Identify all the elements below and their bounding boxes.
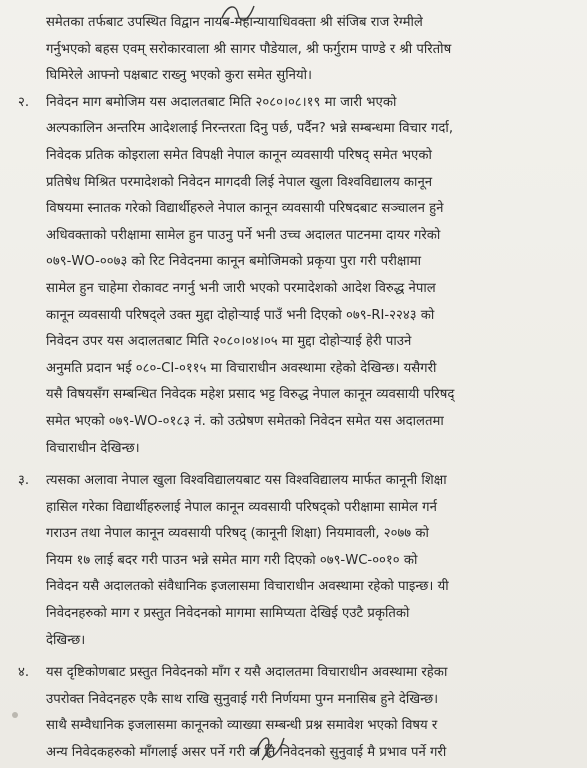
paragraph-line: निवेदन यसै अदालतको संवैधानिक इजलासमा विचाराधीन अवस्थामा रहेको पाइन्छ। यी xyxy=(46,579,449,595)
paragraph-line: यसै विषयसँग सम्बन्धित निवेदक महेश प्रसाद भट्ट विरुद्ध नेपाल कानून व्यवसायी परिषद् xyxy=(46,387,455,403)
paragraph-line: उपरोक्त निवेदनहरु एकै साथ राखि सुनुवाई गरी निर्णयमा पुग्न मनासिब हुने देखिन्छ। xyxy=(46,691,439,707)
paragraph-line: त्यसका अलावा नेपाल खुला विश्वविद्यालयबाट यस विश्वविद्यालय मार्फत कानूनी शिक्षा xyxy=(46,473,447,489)
paragraph-line: निवेदनहरुको माग र प्रस्तुत निवेदनको मागमा सामिप्यता देखिई एउटै प्रकृतिको xyxy=(46,606,410,622)
paragraph-line: गराउन तथा नेपाल कानून व्यवसायी परिषद् (कानूनी शिक्षा) नियमावली, २०७७ को xyxy=(46,526,429,542)
paragraph-line: समेत भएको ०७९-WO-०१८३ नं. को उत्प्रेषण समेतको निवेदन समेत यस अदालतमा xyxy=(46,413,444,429)
punch-hole-mark xyxy=(12,712,18,718)
paragraph-number: ४. xyxy=(18,665,30,681)
signature-mark-bottom xyxy=(250,724,290,764)
paragraph-line: विचाराधीन देखिन्छ। xyxy=(46,440,140,456)
paragraph-line: निवेदन माग बमोजिम यस अदालतबाट मिति २०८०।०८।१९ मा जारी भएको xyxy=(46,94,397,110)
intro-block xyxy=(12,10,573,90)
paragraph-line: प्रतिषेध मिश्रित परमादेशको निवेदन मागदवी लिई नेपाल खुला विश्वविद्यालय कानून xyxy=(46,174,433,190)
paragraph-line: अनुमति प्रदान भई ०८०-CI-०११५ मा विचाराधीन अवस्थामा रहेको देखिन्छ। यसैगरी xyxy=(46,360,437,376)
paragraph-line: अन्य निवेदकहरुको माँगलाई असर पर्ने गरी वा ति निवेदनको सुनुवाई मै प्रभाव पर्ने गरी xyxy=(46,745,447,761)
intro-line: घिमिरेले आफ्नो पक्षबाट राख्नु भएको कुरा समेत सुनियो। xyxy=(46,68,313,84)
paragraph-line: अधिवक्ताको परीक्षामा सामेल हुन पाउनु पर्ने भनी उच्च अदालत पाटनमा दायर गरेको xyxy=(46,227,441,243)
intro-line: समेतका तर्फबाट उपस्थित विद्वान नायब-महान्यायाधिवक्ता श्री संजिब राज रेग्मीले xyxy=(46,15,423,30)
paragraph-line: कानून व्यवसायी परिषद्ले उक्त मुद्दा दोहोऱ्याई पाउँ भनी दिएको ०७९-RI-२२४३ को xyxy=(46,307,435,323)
signature-mark-top xyxy=(218,0,258,24)
paragraph-3 xyxy=(12,468,573,654)
paragraph-line: अल्पकालिन अन्तरिम आदेशलाई निरन्तरता दिनु पर्छ, पर्दैन? भन्ने सम्बन्धमा विचार गर्दा, xyxy=(46,121,454,137)
intro-line: गर्नुभएको बहस एवम् सरोकारवाला श्री सागर पौडेयाल, श्री फर्गुराम पाण्डे र श्री परितोष xyxy=(46,41,452,57)
paragraph-line: साथै सम्वैधानिक इजलासमा कानूनको व्याख्या सम्बन्धी प्रश्न समावेश भएको विषय र xyxy=(46,718,438,734)
paragraph-line: हासिल गरेका विद्यार्थीहरुलाई नेपाल कानून व्यवसायी परिषद्को परीक्षामा सामेल गर्न xyxy=(46,499,437,515)
paragraph-4 xyxy=(12,660,573,766)
paragraph-number: २. xyxy=(18,94,30,110)
paragraph-2 xyxy=(12,90,573,462)
paragraph-line: यस दृष्टिकोणबाट प्रस्तुत निवेदनको माँग र यसै अदालतमा विचाराधीन अवस्थामा रहेका xyxy=(46,665,448,681)
paragraph-line: निवेदन उपर यस अदालतबाट मिति २०८०।०४।०५ मा मुद्दा दोहोऱ्याई हेरी पाउने xyxy=(46,334,412,350)
paragraph-line: देखिन्छ। xyxy=(46,632,86,648)
paragraph-line: नियम १७ लाई बदर गरी पाउन भन्ने समेत माग गरी दिएको ०७९-WC-००१० को xyxy=(46,552,418,568)
paragraph-line: विषयमा स्नातक गरेको विद्यार्थीहरुले नेपाल कानून व्यवसायी परिषदबाट सञ्चालन हुने xyxy=(46,201,444,217)
paragraph-line: सामेल हुन चाहेमा रोकावट नगर्नु भनी जारी भएको परमादेशको आदेश विरुद्ध नेपाल xyxy=(46,280,436,296)
paragraph-number: ३. xyxy=(18,473,30,489)
paragraph-line: निवेदक प्रतिक कोइराला समेत विपक्षी नेपाल कानून व्यवसायी परिषद् समेत भएको xyxy=(46,147,432,163)
paragraph-line: ०७९-WO-००७३ को रिट निवेदनमा कानून बमोजिमको प्रकृया पुरा गरी परीक्षामा xyxy=(46,254,422,270)
